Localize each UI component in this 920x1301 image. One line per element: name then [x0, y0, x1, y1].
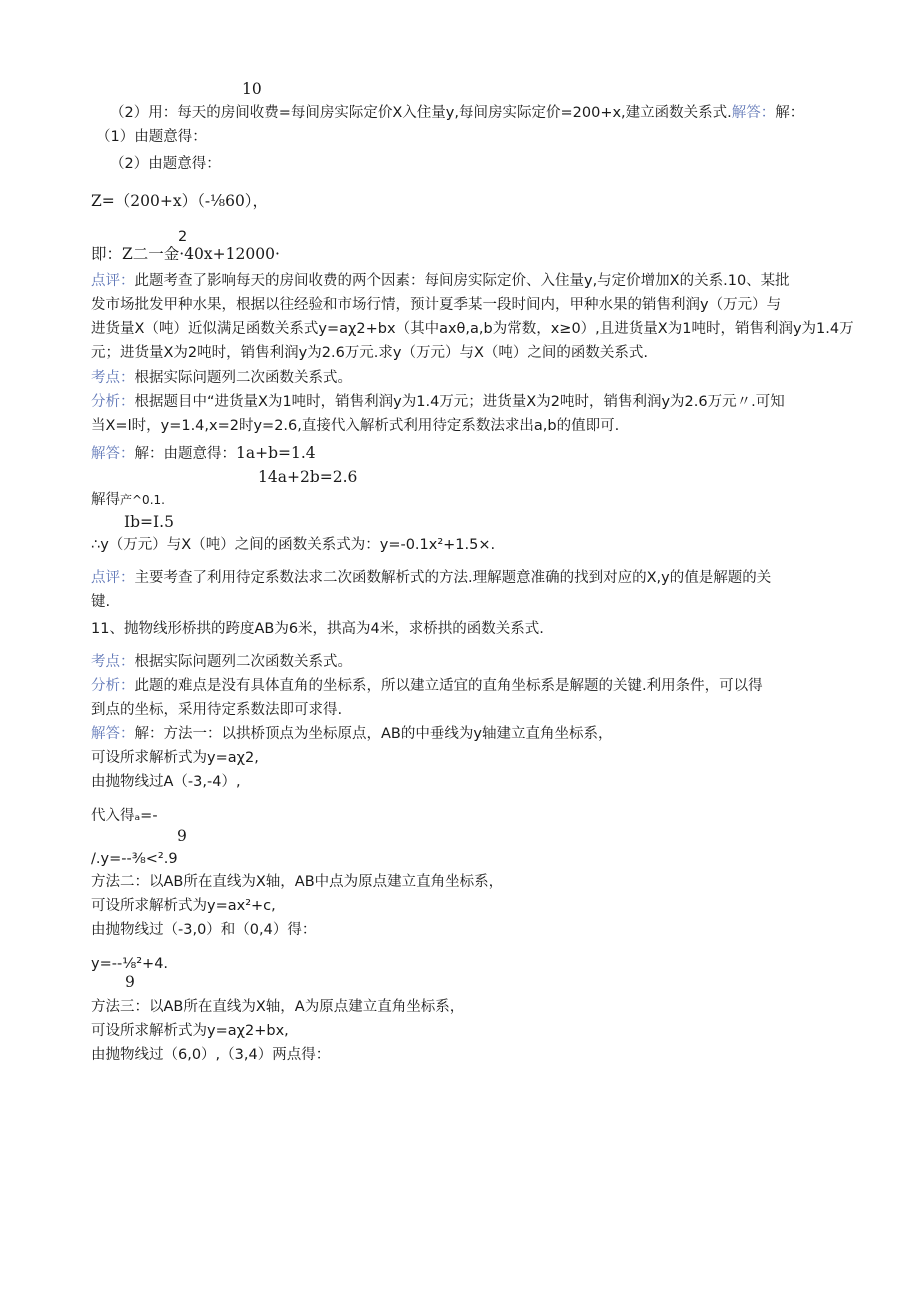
formula-line: Z=（200+x）（-⅛60），: [91, 192, 269, 210]
question-line: 11、抛物线形桥拱的跨度AB为6米，拱高为4米，求桥拱的函数关系式.: [91, 621, 544, 637]
topic-line: 考点：根据实际问题列二次函数关系式。: [91, 370, 352, 386]
equation: 1a+b=1.4: [236, 444, 316, 462]
analysis-label: 分析：: [91, 678, 135, 694]
comment-line: 点评：主要考查了利用待定系数法求二次函数解析式的方法.理解题意准确的找到对应的X,y的值是解题的关: [91, 570, 772, 586]
text-line: 由抛物线过（6,0）,（3,4）两点得：: [91, 1047, 331, 1063]
text-line: 方法三：以AB所在直线为X轴，A为原点建立直角坐标系，: [91, 999, 465, 1015]
text-line: 代入得ₐ=-: [91, 808, 158, 824]
text-line: ∴y（万元）与X（吨）之间的函数关系式为：y=-0.1x²+1.5×.: [91, 537, 496, 553]
answer-label: 解答：: [91, 726, 135, 742]
text-line: 方法二：以AB所在直线为X轴，AB中点为原点建立直角坐标系，: [91, 874, 504, 890]
text-line: 到点的坐标，采用待定系数法即可求得.: [91, 702, 343, 718]
text-line: （2）由题意得：: [110, 156, 221, 172]
text-line: 由抛物线过A（-3,-4）,: [91, 774, 241, 790]
text-line: 解得产^0.1.: [91, 492, 165, 508]
comment-label: 点评：: [91, 570, 135, 586]
formula-line: y=--⅛²+4.: [91, 956, 169, 972]
text-line: 由抛物线过（-3,0）和（0,4）得：: [91, 922, 317, 938]
text-line: 键.: [91, 594, 111, 610]
answer-line: 解答：解：由题意得：1a+b=1.4: [91, 444, 316, 462]
text-line: 可设所求解析式为y=aχ2+bx,: [91, 1023, 289, 1039]
text-line: 可设所求解析式为y=aχ2,: [91, 750, 259, 766]
text-line: 元；进货量X为2吨时，销售利润y为2.6万元.求y（万元）与X（吨）之间的函数关系式.: [91, 345, 649, 361]
equation: 14a+2b=2.6: [258, 468, 358, 486]
answer-label: 解答：: [91, 446, 135, 462]
topic-line: 考点：根据实际问题列二次函数关系式。: [91, 654, 352, 670]
superscript: 2: [178, 229, 188, 245]
topic-label: 考点：: [91, 370, 135, 386]
text-line: （1）由题意得：: [96, 129, 207, 145]
answer-line: 解答：解：方法一：以拱桥顶点为坐标原点，AB的中垂线为y轴建立直角坐标系，: [91, 726, 613, 742]
formula-line: 即：Z二一金·40x+12000·: [91, 245, 280, 263]
analysis-line: 分析：根据题目中“进货量X为1吨时，销售利润y为1.4万元；进货量X为2吨时，销售利润y为2.6万元〃.可知: [91, 394, 785, 410]
text-line: 发市场批发甲种水果，根据以往经验和市场行情，预计夏季某一段时间内，甲种水果的销售利润y（万元）与: [91, 297, 782, 313]
fraction-denominator: 9: [177, 827, 187, 845]
text-line: 进货量X（吨）近似满足函数关系式y=aχ2+bx（其中axθ,a,b为常数，x≥0）,且进货量X为1吨时，销售利润y为1.4万: [91, 321, 854, 337]
comment-line: 点评：此题考查了影响每天的房间收费的两个因素：每间房实际定价、入住量y,与定价增加X的关系.10、某批: [91, 273, 790, 289]
answer-label: 解答：: [731, 105, 776, 121]
formula-line: /.y=--⅜<².9: [91, 851, 178, 867]
text-line: （2）用：每天的房间收费=每间房实际定价X入住量y,每间房实际定价=200+x,建立函数关系式.解答：解：: [110, 105, 805, 121]
comment-label: 点评：: [91, 273, 135, 289]
text-line: 当X=l时，y=1.4,x=2时y=2.6,直接代入解析式利用待定系数法求出a,b的值即可.: [91, 418, 620, 434]
analysis-line: 分析：此题的难点是没有具体直角的坐标系，所以建立适宜的直角坐标系是解题的关键.利用条件，可以得: [91, 678, 763, 694]
fraction-denominator: 9: [125, 973, 135, 991]
analysis-label: 分析：: [91, 394, 135, 410]
text-line: 可设所求解析式为y=ax²+c,: [91, 898, 276, 914]
fraction-denominator: 10: [242, 80, 262, 98]
topic-label: 考点：: [91, 654, 135, 670]
equation: Ib=I.5: [124, 513, 174, 531]
